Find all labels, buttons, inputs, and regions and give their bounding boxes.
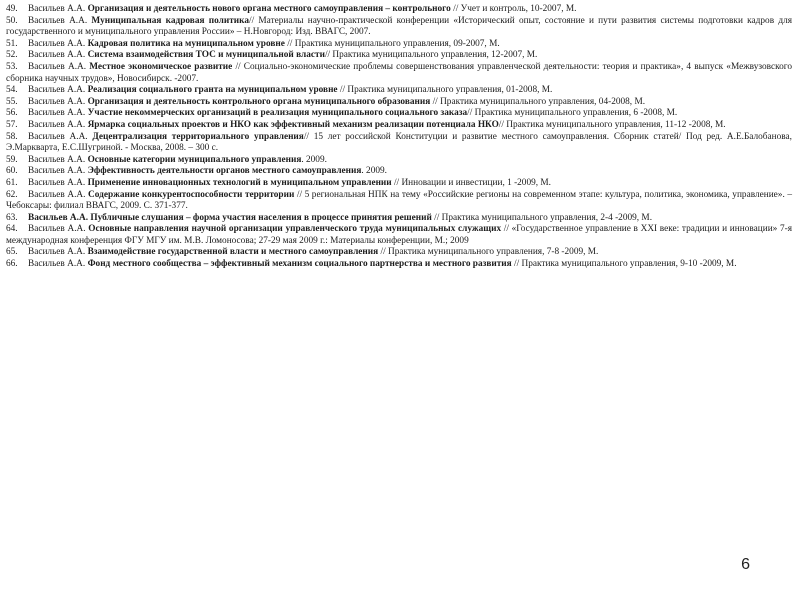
entry-number: 61. xyxy=(6,177,18,188)
entry-title: Организация и деятельность нового органа местного самоуправления – контрольного xyxy=(87,4,451,14)
entry-number: 50. xyxy=(6,15,18,26)
bibliography-entry xyxy=(6,16,792,39)
entry-author: Васильев А.А. xyxy=(28,119,86,130)
entry-author: Васильев А.А. xyxy=(28,224,86,235)
entry-number: 49. xyxy=(6,4,18,14)
entry-source: // Инновации и инвестиции, 1 -2009, М. xyxy=(391,177,551,188)
bibliography-entry xyxy=(6,132,792,155)
entry-author: Васильев А.А. xyxy=(28,108,86,119)
bibliography-entry xyxy=(6,166,792,178)
entry-author: Васильев А.А. xyxy=(28,85,86,96)
entry-title: Фонд местного сообщества – эффективный механизм социального партнерства и местного развития xyxy=(87,259,512,270)
entry-author: Васильев А.А. xyxy=(28,259,86,270)
entry-title: Взаимодействие государственной власти и местного самоуправления xyxy=(87,247,379,258)
bibliography-entry xyxy=(6,224,792,247)
bibliography-entry xyxy=(6,97,792,109)
entry-number: 52. xyxy=(6,50,18,61)
entry-source: // Учет и контроль, 10-2007, М. xyxy=(450,4,577,14)
entry-title: Организация и деятельность контрольного органа муниципального образования xyxy=(87,96,431,107)
bibliography-entry xyxy=(6,62,792,85)
entry-source: // «Государственное управление в XXI веке: традиции и инновации» 7-я международная конференция ФГУ МГУ им. М.В. Ломоносова; 27-29 мая 2009 г.: Материалы конференции, М.; 2009 xyxy=(6,224,792,246)
entry-author: Васильев А.А. xyxy=(28,166,86,177)
entry-author: Васильев А.А. xyxy=(28,96,86,107)
entry-author: Васильев А.А. xyxy=(28,131,88,142)
entry-source: // Практика муниципального управления, 2-4 -2009, М. xyxy=(431,212,653,223)
entry-source: // Практика муниципального управления, 6 -2008, М. xyxy=(467,108,678,119)
entry-source: // Практика муниципального управления, 12-2007, М. xyxy=(324,50,538,61)
entry-number: 59. xyxy=(6,154,18,165)
entry-author: Васильев А.А. xyxy=(28,50,86,61)
entry-title: Кадровая политика на муниципальном уровне xyxy=(87,38,285,49)
entry-number: 51. xyxy=(6,38,18,49)
entry-title: Участие некоммерческих организаций в реализация муниципального социального заказа xyxy=(87,108,468,119)
entry-number: 57. xyxy=(6,119,18,130)
entry-number: 55. xyxy=(6,96,18,107)
entry-source: // Практика муниципального управления, 01-2008, М. xyxy=(337,85,553,96)
entry-author: Васильев А.А. xyxy=(28,212,89,223)
entry-author: Васильев А.А. xyxy=(28,177,86,188)
entry-number: 62. xyxy=(6,189,18,200)
entry-title: Муниципальная кадровая политика xyxy=(91,15,249,26)
bibliography-entry xyxy=(6,120,792,132)
entry-source: . 2009. xyxy=(301,154,327,165)
entry-author: Васильев А.А. xyxy=(28,4,86,14)
entry-author: Васильев А.А. xyxy=(28,154,86,165)
bibliography-entry xyxy=(6,213,792,225)
entry-number: 54. xyxy=(6,85,18,96)
entry-author: Васильев А.А. xyxy=(28,247,86,258)
entry-source: // 15 лет российской Конституции и развитие местного самоуправления. Сборник статей/ Под ред. А.Е.Балобанова, Э.Маркварта, Е.С.Шугриной. - Москва, 2008. – 300 с. xyxy=(6,131,792,154)
entry-title: Децентрализация территориального управления xyxy=(92,131,304,142)
bibliography-entry xyxy=(6,155,792,167)
entry-title: Публичные слушания – форма участия населения в процессе принятия решений xyxy=(90,212,432,223)
entry-source: // Практика муниципального управления, 7-8 -2009, М. xyxy=(378,247,599,258)
bibliography-entry xyxy=(6,4,792,16)
bibliography-entry xyxy=(6,259,792,271)
bibliography-entry xyxy=(6,178,792,190)
entry-source: // Материалы научно-практической конференции «Исторический опыт, состояние и пути развития системы подготовки кадров для государственного и муниципального управления России» – Н.Новгород: Изд. ВВАГС, 2007. xyxy=(6,15,792,38)
entry-title: Применение инновационных технологий в муниципальном управлении xyxy=(87,177,392,188)
entry-source: . 2009. xyxy=(361,166,387,177)
entry-source: // Практика муниципального управления, 9-10 -2009, М. xyxy=(511,259,737,270)
entry-title: Эффективность деятельности органов местного самоуправления xyxy=(87,166,362,177)
entry-number: 66. xyxy=(6,259,18,270)
bibliography-entry xyxy=(6,247,792,259)
entry-number: 60. xyxy=(6,166,18,177)
entry-author: Васильев А.А. xyxy=(28,61,87,72)
entry-number: 64. xyxy=(6,224,18,235)
entry-title: Реализация социального гранта на муниципальном уровне xyxy=(87,85,338,96)
bibliography-entry xyxy=(6,39,792,51)
entry-source: // Практика муниципального управления, 04-2008, М. xyxy=(430,96,646,107)
bibliography-entry xyxy=(6,108,792,120)
entry-title: Основные направления научной организации управленческого труда муниципальных служащих xyxy=(88,224,502,235)
entry-source: // Практика муниципального управления, 09-2007, М. xyxy=(284,38,500,49)
entry-number: 65. xyxy=(6,247,18,258)
entry-number: 53. xyxy=(6,61,18,72)
entry-title: Местное экономическое развитие xyxy=(89,61,233,72)
entry-source: // Социально-экономические проблемы совершенствования управленческой деятельности: теория и практика», 4 выпуск «Межвузовского сборника научных трудов», Новосибирск. -2007. xyxy=(6,61,793,84)
entry-author: Васильев А.А. xyxy=(28,15,88,26)
bibliography-entry xyxy=(6,190,792,213)
entry-number: 58. xyxy=(6,131,18,142)
entry-title: Содержание конкурентоспособности территории xyxy=(88,189,295,200)
entry-number: 63. xyxy=(6,212,18,223)
bibliography-entry xyxy=(6,50,792,62)
entry-title: Основные категории муниципального управления xyxy=(87,154,302,165)
entry-source: // Практика муниципального управления, 11-12 -2008, М. xyxy=(498,119,726,130)
entry-source: // 5 региональная НПК на тему «Российские регионы на современном этапе: культура, политика, экономика, управление». – Чебоксары: филиал ВВАГС, 2009. С. 371-377. xyxy=(6,189,792,212)
bibliography-list xyxy=(6,4,792,271)
entry-title: Система взаимодействия ТОС и муниципальной власти xyxy=(87,50,325,61)
entry-author: Васильев А.А. xyxy=(28,38,86,49)
entry-author: Васильев А.А. xyxy=(28,189,86,200)
page-number: 6 xyxy=(741,556,750,573)
entry-title: Ярмарка социальных проектов и НКО как эффективный механизм реализации потенциала НКО xyxy=(87,119,499,130)
bibliography-entry xyxy=(6,85,792,97)
entry-number: 56. xyxy=(6,108,18,119)
